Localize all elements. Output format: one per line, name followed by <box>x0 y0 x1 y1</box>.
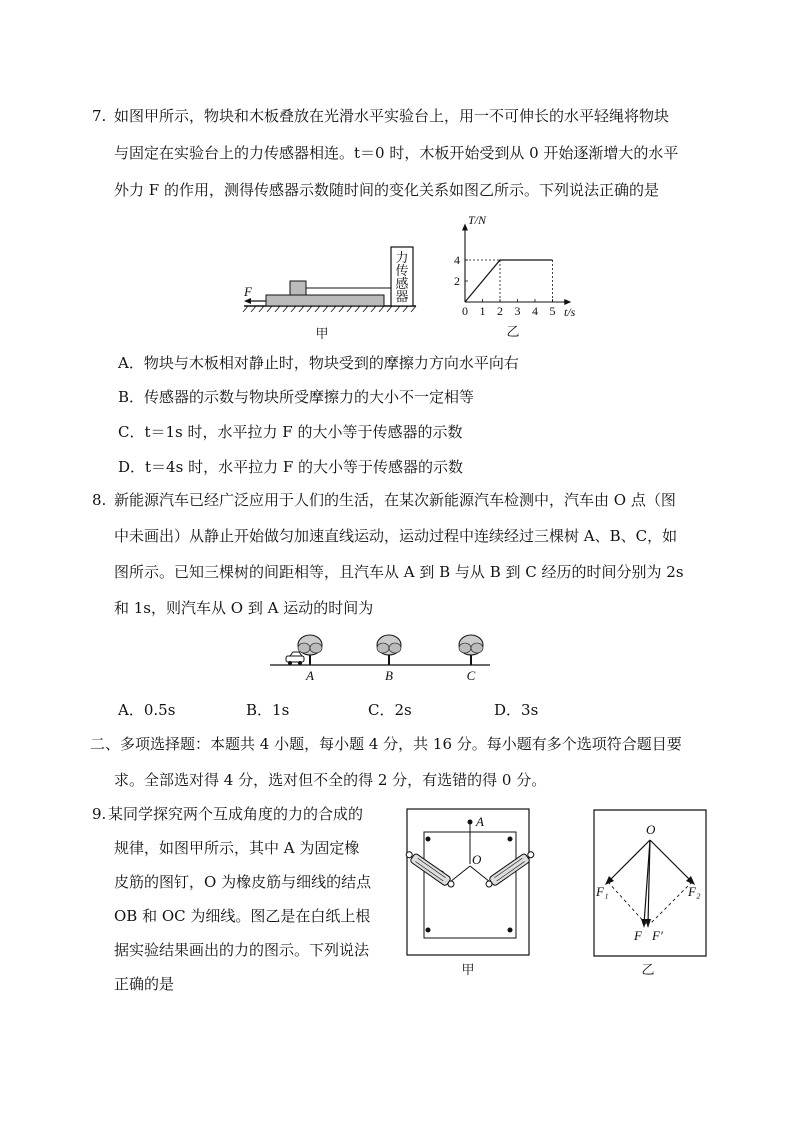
x-tick-label: 5 <box>549 304 556 318</box>
q9-text-line2: 规律，如图甲所示，其中 A 为固定橡 <box>114 839 360 857</box>
sensor-label-1: 力 <box>395 251 409 266</box>
y-axis-label: T/N <box>468 213 487 227</box>
label-f: F <box>634 928 642 943</box>
q8-figure-trees <box>268 630 498 686</box>
q9-fig-jia-caption: 甲 <box>461 963 475 978</box>
label-f1: F₁ <box>596 884 609 899</box>
x-tick-label: 3 <box>514 304 521 318</box>
q7-number: 7. <box>92 107 107 125</box>
tree-label-c: C <box>466 668 476 683</box>
pin-icon <box>508 837 513 842</box>
q9-number: 9. <box>92 805 107 823</box>
car-icon <box>286 652 304 665</box>
board <box>266 295 384 306</box>
ground-hatch <box>243 306 416 312</box>
q7-option-a: A．物块与木板相对静止时，物块受到的摩擦力方向水平向右 <box>118 354 519 372</box>
label-f2: F₂ <box>688 884 701 899</box>
q9-text-line4: OB 和 OC 为细线。图乙是在白纸上根 <box>114 907 371 925</box>
y-tick-label: 2 <box>454 274 460 288</box>
q9-text-line6: 正确的是 <box>114 975 175 993</box>
q7-option-b: B．传感器的示数与物块所受摩擦力的大小不一定相等 <box>118 388 475 406</box>
pin-icon <box>508 928 513 933</box>
q8-text-line2: 中未画出）从静止开始做匀加速直线运动，运动过程中连续经过三棵树 A、B、C，如 <box>114 527 678 545</box>
q8-option-c: C．2s <box>368 701 412 719</box>
sensor-label-2: 传 <box>395 264 409 279</box>
sensor-label-3: 感 <box>395 277 409 292</box>
q9-fig-yi-caption: 乙 <box>641 963 655 978</box>
q9-text-line3: 皮筋的图钉，O 为橡皮筋与细线的结点 <box>114 873 372 891</box>
tree-label-a: A <box>306 668 314 683</box>
q9-text-line1: 某同学探究两个互成角度的力的合成的 <box>108 805 364 823</box>
q9-text-line5: 据实验结果画出的力的图示。下列说法 <box>114 941 370 959</box>
force-label: F <box>244 284 252 299</box>
q8-option-b: B．1s <box>246 701 290 719</box>
label-a: A <box>476 814 484 829</box>
tree-c-icon <box>459 635 483 665</box>
series-line <box>465 260 553 302</box>
x-axis-label: t/s <box>564 305 576 319</box>
q7-text-line3: 外力 F 的作用，测得传感器示数随时间的变化关系如图乙所示。下列说法正确的是 <box>114 181 659 199</box>
q8-number: 8. <box>92 491 107 509</box>
x-tick-label: 1 <box>479 304 486 318</box>
x-tick-label: 2 <box>497 304 503 318</box>
q8-option-a: A．0.5s <box>118 701 176 719</box>
pin-icon <box>426 837 431 842</box>
y-tick-label: 4 <box>454 253 460 267</box>
label-o: O <box>472 852 482 867</box>
q8-text-line1: 新能源汽车已经广泛应用于人们的生活，在某次新能源汽车检测中，汽车由 O 点（图 <box>114 491 676 509</box>
q8-text-line4: 和 1s，则汽车从 O 到 A 运动的时间为 <box>114 599 374 617</box>
q8-option-d: D．3s <box>494 701 539 719</box>
section2-heading-line2: 求。全部选对得 4 分，选对但不全的得 2 分，有选错的得 0 分。 <box>114 771 547 789</box>
q9-figure-jia <box>404 806 534 982</box>
q7-text-line1: 如图甲所示，物块和木板叠放在光滑水平实验台上，用一不可伸长的水平轻绳将物块 <box>114 107 670 125</box>
q7-figure-jia <box>238 244 428 344</box>
q8-text-line3: 图所示。已知三棵树的间距相等，且汽车从 A 到 B 与从 B 到 C 经历的时间分别为 2s <box>114 563 684 581</box>
label-f-prime: F′ <box>652 928 663 943</box>
q7-figure-yi <box>448 210 588 350</box>
x-tick-label: 0 <box>462 304 468 318</box>
sensor-label-4: 器 <box>395 290 409 305</box>
block <box>290 281 306 295</box>
tree-label-b: B <box>385 668 393 683</box>
q9-figure-yi <box>584 806 714 982</box>
fig-yi-caption: 乙 <box>506 325 520 340</box>
label-o: O <box>646 822 656 837</box>
q7-text-line2: 与固定在实验台上的力传感器相连。t＝0 时，木板开始受到从 0 开始逐渐增大的水平 <box>114 144 679 162</box>
fig-jia-caption: 甲 <box>315 327 329 342</box>
tree-b-icon <box>377 635 401 665</box>
section2-heading-line1: 二、多项选择题：本题共 4 小题，每小题 4 分，共 16 分。每小题有多个选项符合题目要 <box>90 735 682 753</box>
q7-option-d: D．t＝4s 时，水平拉力 F 的大小等于传感器的示数 <box>118 458 464 476</box>
pin-icon <box>426 928 431 933</box>
q7-option-c: C．t＝1s 时，水平拉力 F 的大小等于传感器的示数 <box>118 423 463 441</box>
x-tick-label: 4 <box>532 304 538 318</box>
